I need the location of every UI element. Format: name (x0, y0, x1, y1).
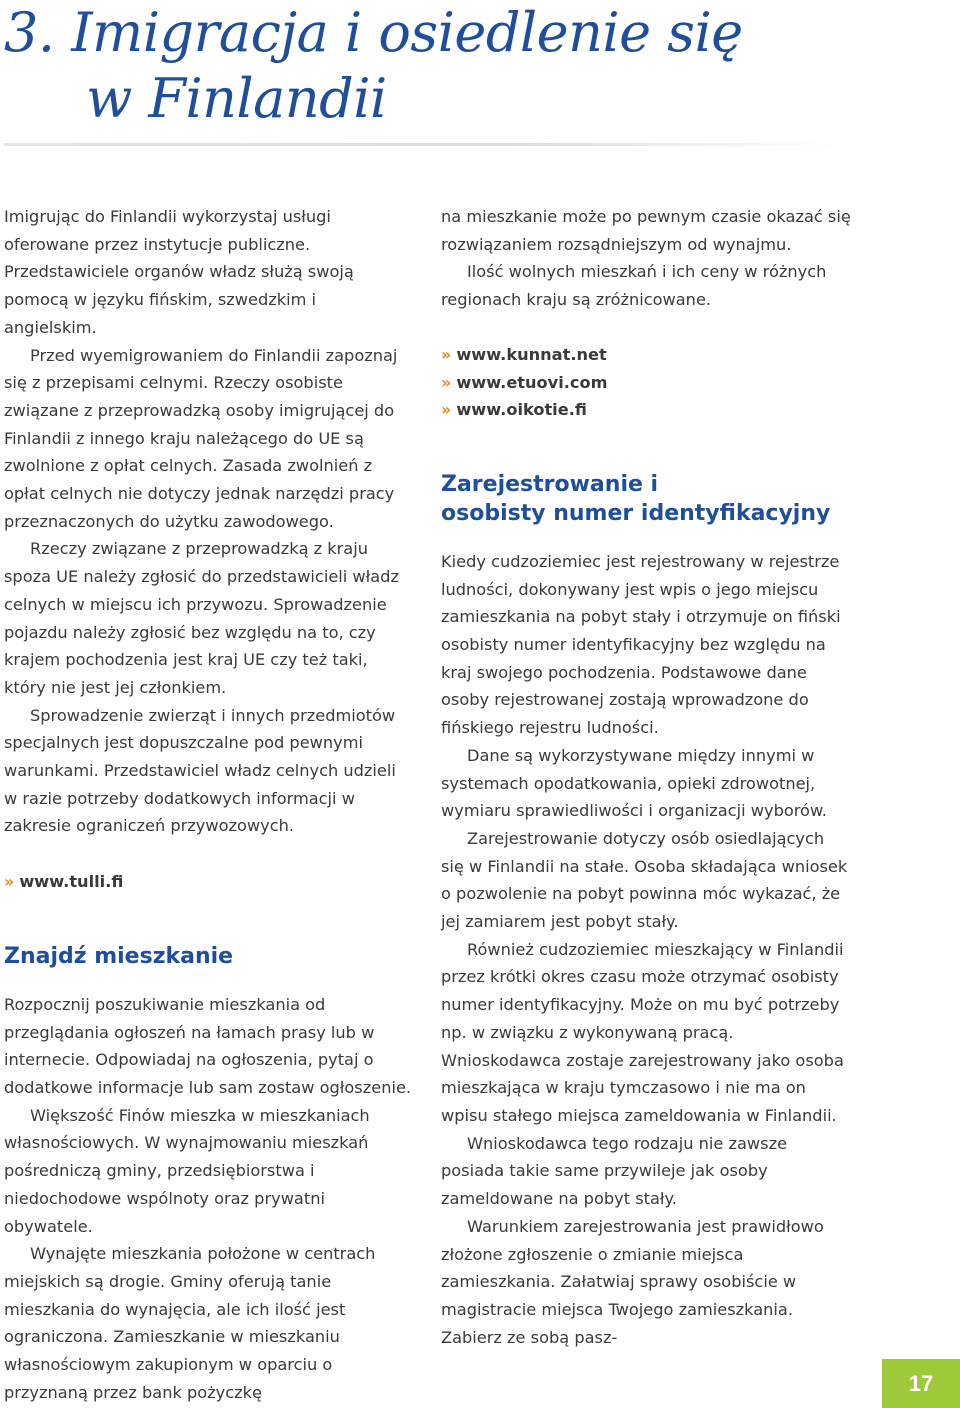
section-heading-housing: Znajdź mieszkanie (4, 943, 234, 969)
link-text[interactable]: www.tulli.fi (19, 872, 124, 892)
heading-line1: Zarejestrowanie i (441, 471, 659, 497)
chevron-right-icon: ›› (441, 400, 449, 420)
paragraph: Wynajęte mieszkania położone w centrach miejskich są drogie. Gminy oferują tanie mieszkania do wynajęcia, ale ich ilość jest ograniczona. Zamieszkanie w mieszkaniu własnościowym zakupionym w oparciu o przyznaną przez bank pożyczkę (4, 1244, 376, 1402)
link-tulli[interactable] (4, 868, 412, 896)
link-etuovi[interactable] (441, 369, 851, 397)
paragraph: Dane są wykorzystywane między innymi w systemach opodatkowania, opieki zdrowotnej, wymiaru sprawiedliwości i organizacji wyborów. (441, 745, 827, 821)
chevron-right-icon: ›› (441, 372, 449, 392)
section-heading-registration (441, 470, 851, 528)
link-text[interactable]: www.oikotie.fi (456, 400, 587, 420)
paragraph: Wnioskodawca tego rodzaju nie zawsze posiada takie same przywileje jak osoby zameldowane na pobyt stały. (441, 1133, 788, 1209)
paragraph: Rozpocznij poszukiwanie mieszkania od przeglądania ogłoszeń na łamach prasy lub w internecie. Odpowiadaj na ogłoszenia, pytaj o dodatkowe informacje lub sam zostaw ogłoszenie. (4, 994, 412, 1097)
chevron-right-icon: ›› (4, 872, 12, 892)
right-column (441, 203, 851, 1351)
paragraph: Sprowadzenie zwierząt i innych przedmiotów specjalnych jest dopuszczalne pod pewnymi warunkami. Przedstawiciel władz celnych udzieli w razie potrzeby dodatkowych informacji w zakresie ograniczeń przywozowych. (4, 705, 396, 836)
paragraph: Warunkiem zarejestrowania jest prawidłowo złożone zgłoszenie o zmianie miejsca zamieszkania. Załatwiaj sprawy osobiście w magistracie miejsca Twojego zamieszkania. Zabierz ze sobą pasz- (441, 1216, 824, 1347)
chevron-right-icon: ›› (441, 344, 449, 364)
paragraph: Przed wyemigrowaniem do Finlandii zapoznaj się z przepisami celnymi. Rzeczy osobiste związane z przeprowadzką osoby imigrującej do Finlandii z innego kraju należącego do UE są zwolnione z opłat celnych. Zasada zwolnień z opłat celnych nie dotyczy jednak narzędzi pracy przeznaczonych do użytku zawodowego. (4, 345, 398, 531)
paragraph: na mieszkanie może po pewnym czasie okazać się rozwiązaniem rozsądniejszym od wynajmu. (441, 207, 851, 254)
page-number-badge: 17 (882, 1359, 960, 1408)
chapter-number: 3. (4, 1, 55, 64)
heading-line2: osobisty numer identyfikacyjny (441, 500, 831, 526)
paragraph: Ilość wolnych mieszkań i ich ceny w różnych regionach kraju są zróżnicowane. (441, 262, 827, 310)
link-text[interactable]: www.etuovi.com (456, 372, 608, 392)
paragraph: Większość Finów mieszka w mieszkaniach własnościowych. W wynajmowaniu mieszkań pośredniczą gminy, przedsiębiorstwa i niedochodowe wspólnoty oraz prywatni obywatele. (4, 1105, 370, 1236)
paragraph: Również cudzoziemiec mieszkający w Finlandii przez krótki okres czasu może otrzymać osobisty numer identyfikacyjny. Może on mu być potrzeby np. w związku z wykonywaną pracą. Wnioskodawca zostaje zarejestrowany jako osoba mieszkająca w kraju tymczasowo i nie ma on wpisu stałego miejsca zameldowania w Finlandii. (441, 939, 844, 1125)
title-line2: w Finlandii (86, 67, 387, 130)
link-list (441, 341, 851, 424)
link-oikotie[interactable] (441, 396, 851, 424)
paragraph: Kiedy cudzoziemiec jest rejestrowany w rejestrze ludności, dokonywany jest wpis o jego miejscu zamieszkania na pobyt stały i otrzymuje on fiński osobisty numer identyfikacyjny bez względu na kraj swojego pochodzenia. Podstawowe dane osoby rejestrowanej zostają wprowadzone do fińskiego rejestru ludności. (441, 551, 841, 738)
link-kunnat[interactable] (441, 341, 851, 369)
paragraph: Imigrując do Finlandii wykorzystaj usługi oferowane przez instytucje publiczne. Przedstawiciele organów władz służą swoją pomocą w języku fińskim, szwedzkim i angielskim. (4, 207, 354, 337)
paragraph: Zarejestrowanie dotyczy osób osiedlających się w Finlandii na stałe. Osoba składająca wniosek o pozwolenie na pobyt powinna móc wykazać, że jej zamiarem jest pobyt stały. (441, 828, 848, 932)
title-line1: Imigracja i osiedlenie się (71, 1, 743, 64)
title-divider (4, 143, 844, 146)
link-text[interactable]: www.kunnat.net (456, 344, 607, 364)
page-title (4, 0, 743, 132)
left-column (4, 203, 412, 1406)
paragraph: Rzeczy związane z przeprowadzką z kraju spoza UE należy zgłosić do przedstawicieli władz celnych w miejscu ich przywozu. Sprowadzenie pojazdu należy zgłosić bez względu na to, czy krajem pochodzenia jest kraj UE czy też taki, który nie jest jej członkiem. (4, 539, 399, 697)
